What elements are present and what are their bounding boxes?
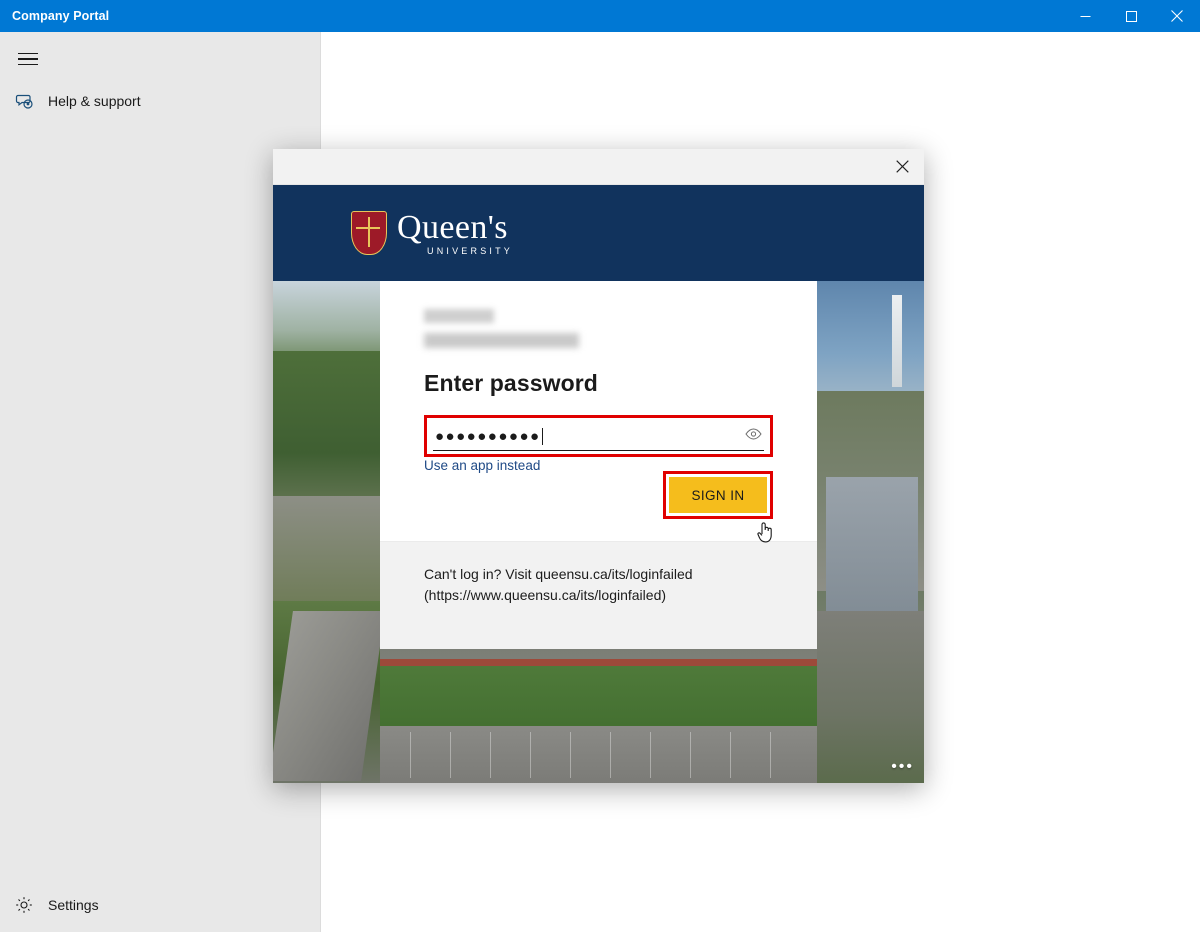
photo-overflow-dots: ••• xyxy=(891,758,914,775)
masked-account-line-2 xyxy=(424,333,579,348)
campus-photo-background xyxy=(273,281,924,783)
gear-icon xyxy=(4,896,44,914)
photo-field xyxy=(380,666,817,726)
footer-line-1: Can't log in? Visit queensu.ca/its/loginfailed xyxy=(424,566,693,582)
photo-parking-lot xyxy=(380,726,817,783)
auth-dialog xyxy=(273,149,924,783)
sign-in-button[interactable]: SIGN IN xyxy=(669,477,767,513)
brand-name: Queen's xyxy=(397,208,508,246)
sidebar-item-help-support-label: Help & support xyxy=(48,93,141,109)
help-support-icon xyxy=(4,92,44,110)
login-card-footer xyxy=(380,541,817,649)
text-caret xyxy=(542,428,543,445)
mouse-cursor-hand-icon xyxy=(755,519,777,545)
window-title: Company Portal xyxy=(12,9,110,23)
sign-in-highlight xyxy=(663,471,773,519)
password-field-highlight xyxy=(424,415,773,457)
page-title: Enter password xyxy=(424,370,598,396)
password-input[interactable] xyxy=(433,422,764,451)
minimize-button[interactable] xyxy=(1062,0,1108,32)
photo-right-strip xyxy=(817,281,924,783)
hamburger-bars xyxy=(18,49,38,70)
window-titlebar xyxy=(0,0,1200,32)
queens-crest-icon xyxy=(351,211,387,255)
login-card-body xyxy=(380,281,817,541)
sidebar-item-settings[interactable] xyxy=(0,885,320,925)
maximize-button[interactable] xyxy=(1108,0,1154,32)
use-an-app-instead-link[interactable]: Use an app instead xyxy=(424,458,541,473)
queens-logo xyxy=(351,208,514,256)
password-value: ●●●●●●●●●● xyxy=(435,427,541,445)
eye-icon[interactable] xyxy=(745,427,762,445)
sidebar-item-help-support[interactable] xyxy=(0,81,320,121)
auth-dialog-titlebar xyxy=(273,149,924,185)
sign-in-row xyxy=(663,471,773,519)
masked-account-line-1 xyxy=(424,309,494,323)
close-button[interactable] xyxy=(1154,0,1200,32)
login-card xyxy=(380,281,817,649)
footer-line-2: (https://www.queensu.ca/its/loginfailed) xyxy=(424,587,667,603)
brand-wordmark xyxy=(397,208,514,256)
brand-subtitle: UNIVERSITY xyxy=(427,245,514,256)
photo-left-strip xyxy=(273,281,380,783)
sidebar-item-settings-label: Settings xyxy=(48,897,99,913)
brand-band xyxy=(273,185,924,281)
hamburger-icon[interactable] xyxy=(8,40,48,78)
auth-close-icon[interactable] xyxy=(880,149,924,184)
